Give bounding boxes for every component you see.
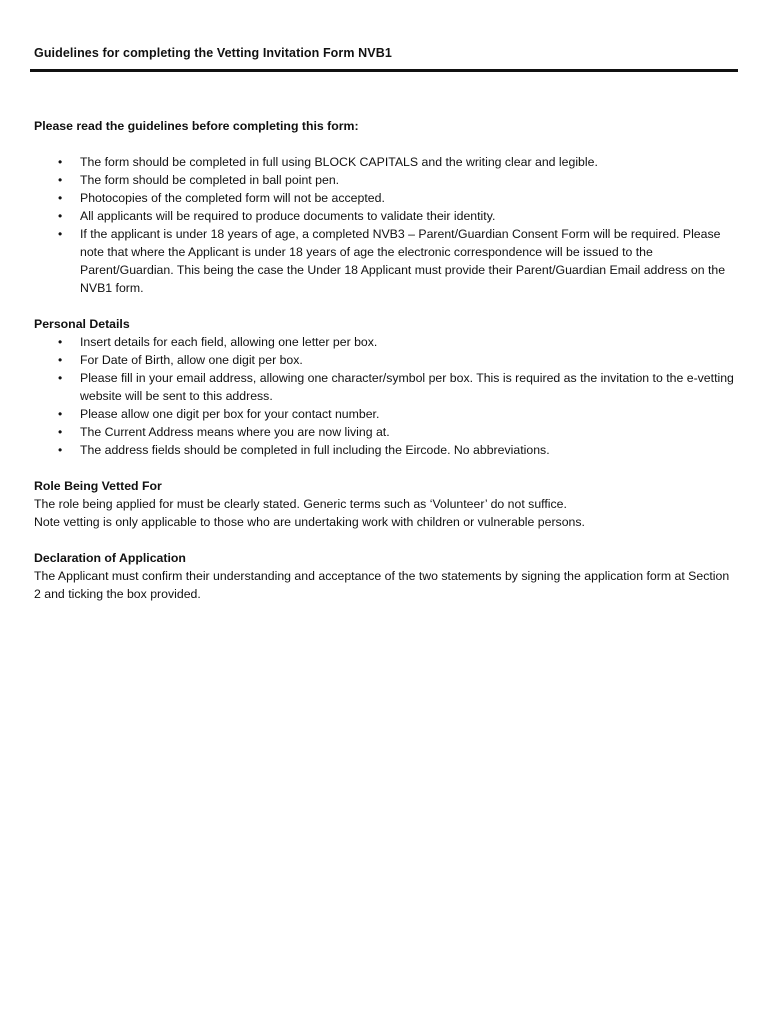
role-text-line: The role being applied for must be clearly stated. Generic terms such as ‘Volunteer’ do not suffice.: [34, 497, 567, 511]
list-item: • Insert details for each field, allowing one letter per box.: [80, 333, 734, 351]
role-text-line: Note vetting is only applicable to those who are undertaking work with children or vulnerable persons.: [34, 515, 585, 529]
personal-details-heading: Personal Details: [34, 317, 130, 331]
role-section: [34, 477, 734, 531]
title-divider: [30, 69, 738, 72]
personal-details-section: [34, 315, 734, 459]
list-item: • The form should be completed in full using BLOCK CAPITALS and the writing clear and legible.: [80, 153, 734, 171]
list-item: • The Current Address means where you are now living at.: [80, 423, 734, 441]
list-item: • If the applicant is under 18 years of age, a completed NVB3 – Parent/Guardian Consent Form will be required. Please note that where the Applicant is under 18 years of age the electronic correspondence will be issued to the Parent/Guardian. This being the case the Under 18 Applicant must provide their Parent/Guardian Email address on the NVB1 form.: [80, 225, 734, 297]
list-item: • Please fill in your email address, allowing one character/symbol per box. This is required as the invitation to the e-vetting website will be sent to this address.: [80, 369, 734, 405]
list-item: • The address fields should be completed in full including the Eircode. No abbreviations.: [80, 441, 734, 459]
list-item: • All applicants will be required to produce documents to validate their identity.: [80, 207, 734, 225]
intro-heading: Please read the guidelines before completing this form:: [34, 119, 359, 133]
list-item: • The form should be completed in ball point pen.: [80, 171, 734, 189]
general-guidelines-list: [34, 153, 734, 297]
role-heading: Role Being Vetted For: [34, 479, 162, 493]
document-body: [34, 117, 734, 603]
declaration-text: The Applicant must confirm their understanding and acceptance of the two statements by signing the application form at Section 2 and ticking the box provided.: [34, 569, 730, 601]
declaration-section: [34, 549, 734, 603]
list-item: • Photocopies of the completed form will not be accepted.: [80, 189, 734, 207]
personal-details-list: [34, 333, 734, 459]
document-title: Guidelines for completing the Vetting Invitation Form NVB1: [34, 46, 392, 60]
list-item: • Please allow one digit per box for your contact number.: [80, 405, 734, 423]
list-item: • For Date of Birth, allow one digit per box.: [80, 351, 734, 369]
declaration-heading: Declaration of Application: [34, 551, 186, 565]
